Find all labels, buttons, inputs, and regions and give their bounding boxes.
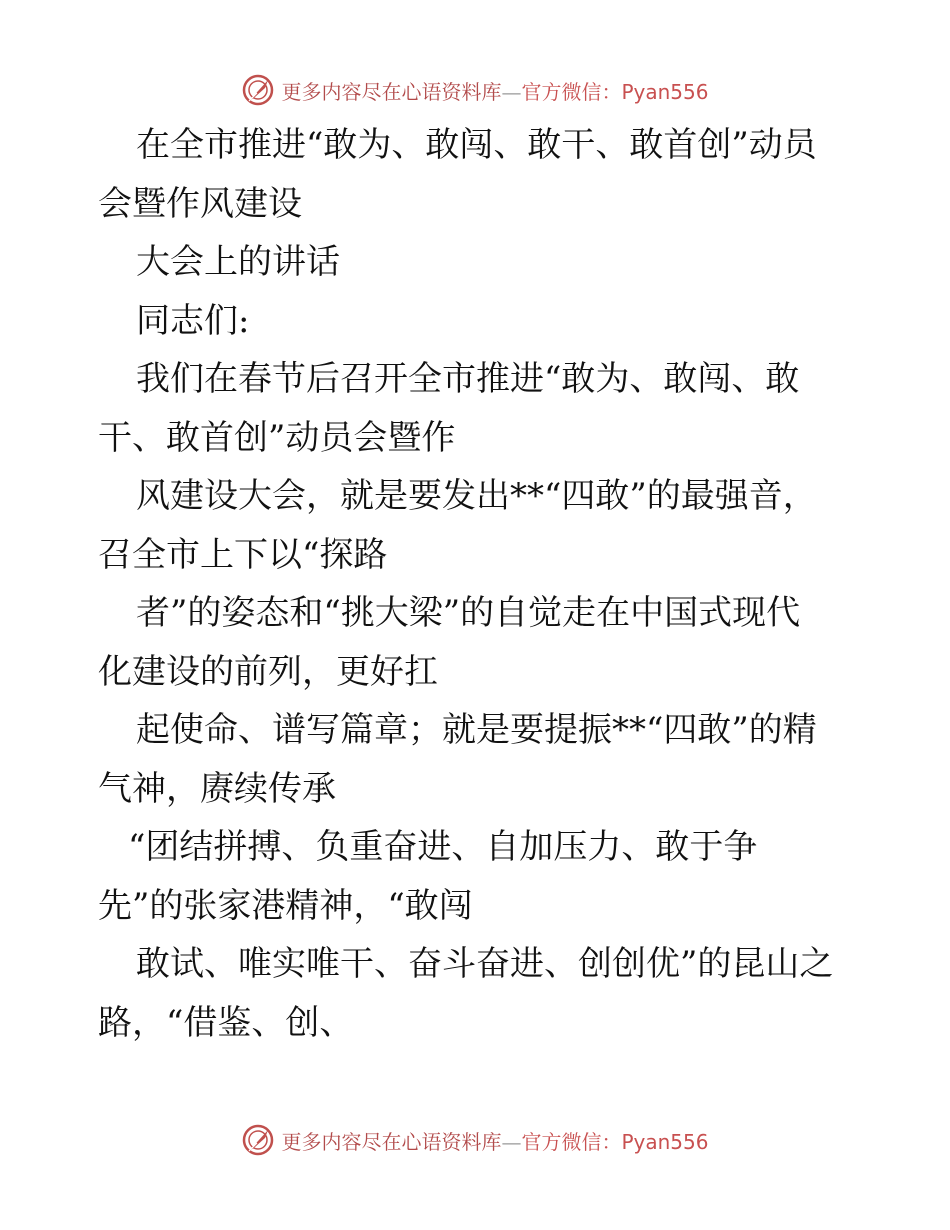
quill-logo-icon	[241, 1123, 275, 1157]
title-line-1: 在全市推进“敢为、敢闯、敢干、敢首创”动员	[136, 125, 817, 165]
paragraph-line: 召全市上下以“探路	[98, 534, 388, 575]
watermark-group	[241, 1120, 708, 1160]
paragraph-line: 化建设的前列，更好扛	[98, 651, 438, 692]
paragraph-line: 先”的张家港精神，“敢闯	[98, 885, 473, 926]
title-line-3: 大会上的讲话	[136, 242, 340, 282]
paragraph-line: 者”的姿态和“挑大梁”的自觉走在中国式现代	[136, 593, 801, 633]
watermark-wechat: 官方微信：Pyan556	[521, 1129, 709, 1154]
watermark-group	[241, 70, 708, 110]
watermark-site: 更多内容尽在心语资料库	[281, 1129, 502, 1154]
document-body	[98, 116, 858, 1052]
paragraph-line: 起使命、谱写篇章；就是要提振**“四敢”的精	[136, 710, 817, 750]
paragraph-line: “团结拼搏、负重奋进、自加压力、敢于争	[128, 827, 758, 867]
paragraph-line: 气神，赓续传承	[98, 768, 336, 809]
watermark-text	[281, 1126, 708, 1155]
paragraph-line: 我们在春节后召开全市推进“敢为、敢闯、敢	[136, 359, 800, 399]
salutation: 同志们:	[136, 300, 250, 341]
header-watermark	[0, 70, 950, 110]
watermark-separator: —	[501, 79, 522, 104]
footer-watermark	[0, 1120, 950, 1160]
watermark-separator: —	[501, 1129, 522, 1154]
watermark-text	[281, 76, 708, 105]
title-line-2: 会暨作风建设	[98, 183, 302, 224]
paragraph-line: 敢试、唯实唯干、奋斗奋进、创创优”的昆山之	[136, 944, 834, 984]
paragraph-line: 路，“借鉴、创、	[98, 1002, 354, 1043]
watermark-site: 更多内容尽在心语资料库	[281, 79, 502, 104]
paragraph-line: 干、敢首创”动员会暨作	[98, 417, 456, 458]
quill-logo-icon	[241, 73, 275, 107]
paragraph-line: 风建设大会，就是要发出**“四敢”的最强音，	[136, 476, 817, 516]
watermark-wechat: 官方微信：Pyan556	[521, 79, 709, 104]
